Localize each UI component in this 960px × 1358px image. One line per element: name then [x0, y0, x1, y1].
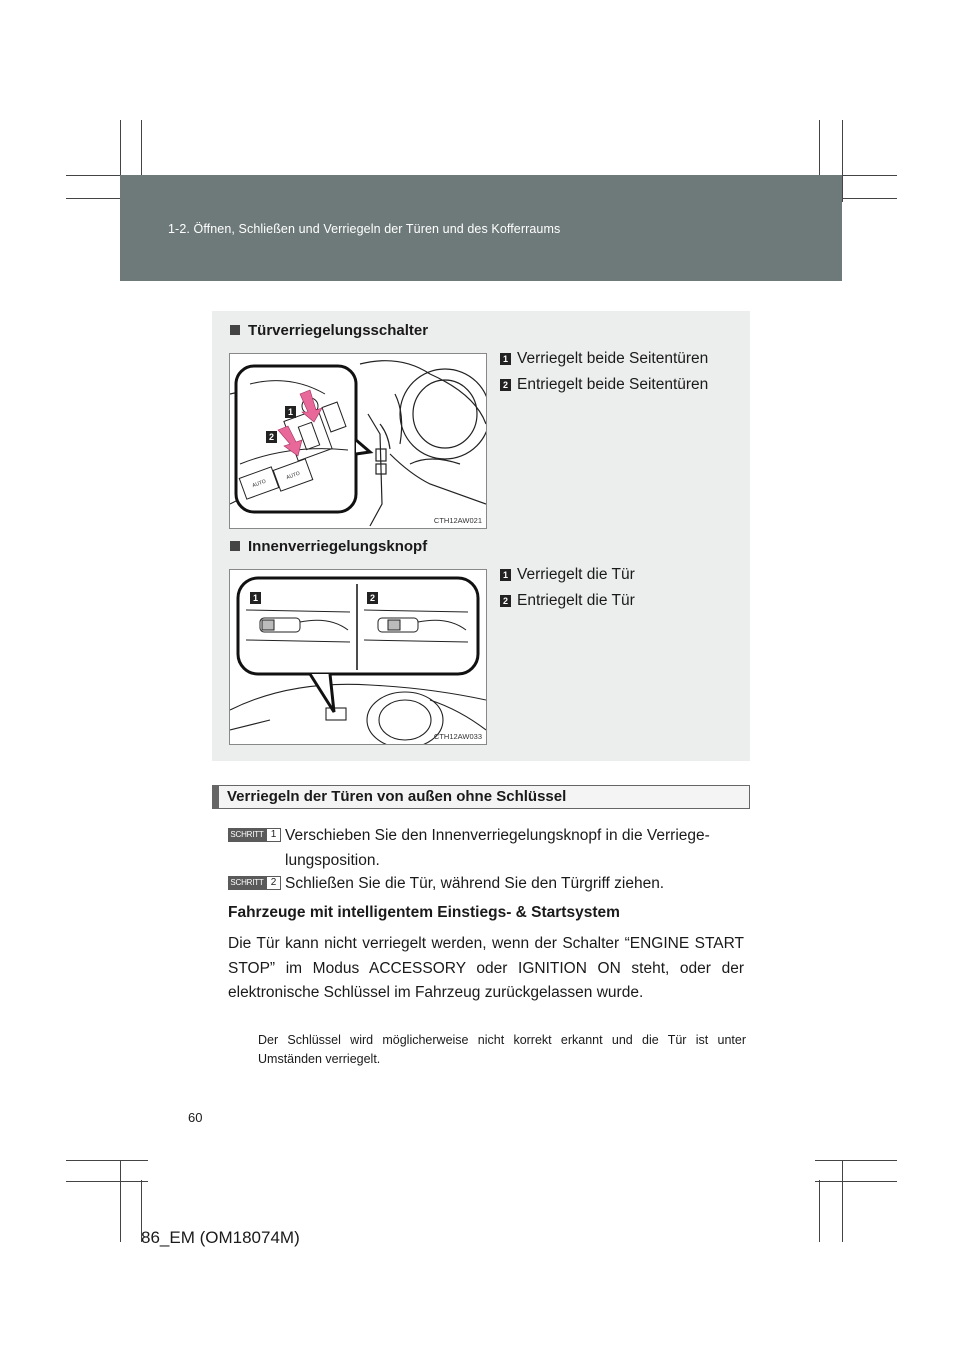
legend-item-1 — [500, 350, 708, 368]
callout-1 — [285, 403, 302, 421]
section-title: 1-2. Öffnen, Schließen und Verriegeln der Türen und des Kofferraums — [168, 222, 561, 236]
crop-mark — [819, 1180, 820, 1242]
door-lock-switch-heading — [230, 322, 428, 339]
crop-mark — [66, 1160, 148, 1161]
step-tag — [228, 828, 280, 842]
step-label: SCHRITT — [228, 828, 266, 842]
inside-lock-figure — [229, 569, 487, 745]
heading-text: Innenverriegelungsknopf — [248, 538, 428, 555]
svg-text:AUTO: AUTO — [285, 470, 301, 482]
note-paragraph: Der Schlüssel wird möglicherweise nicht korrekt erkannt und die Tür ist unter Umständen verriegelt. — [258, 1033, 746, 1066]
page-number: 60 — [188, 1110, 203, 1125]
callout-number: 2 — [266, 431, 277, 443]
callout-number: 1 — [285, 406, 296, 418]
figure-code: CTH12AW033 — [433, 732, 482, 741]
step-text: Schließen Sie die Tür, während Sie den Türgriff ziehen. — [285, 875, 665, 892]
crop-mark — [120, 1160, 121, 1242]
callout-2 — [266, 428, 283, 446]
document-code: 86_EM (OM18074M) — [141, 1228, 300, 1247]
section-heading — [212, 785, 750, 809]
figure-code: CTH12AW021 — [433, 516, 482, 525]
legend-number: 1 — [500, 569, 511, 581]
body-paragraph: Die Tür kann nicht verriegelt werden, wenn der Schalter “ENGINE START STOP” im Modus ACCESSORY oder IGNITION ON steht, oder der elektronische Schlüssel im Fahrzeug zurückgelassen wurde. — [228, 935, 744, 1001]
step-1 — [228, 823, 748, 873]
legend-text: Verriegelt beide Seitentüren — [517, 350, 709, 367]
section-heading-text: Verriegeln der Türen von außen ohne Schlüssel — [227, 788, 567, 805]
legend-item-2 — [500, 592, 635, 610]
legend-text: Entriegelt beide Seitentüren — [517, 376, 709, 393]
square-bullet-icon — [230, 541, 240, 551]
crop-mark — [842, 120, 843, 202]
crop-mark — [815, 1181, 897, 1182]
callout-2 — [367, 589, 384, 607]
legend-number: 2 — [500, 379, 511, 391]
legend-item-2 — [500, 376, 708, 394]
callout-number: 2 — [367, 592, 378, 604]
heading-bar — [213, 786, 219, 808]
step-tag — [228, 876, 280, 890]
crop-mark — [842, 1160, 843, 1242]
legend-text: Entriegelt die Tür — [517, 592, 635, 609]
step-text: Verschieben Sie den Innenverriegelungsknopf in die Verriege-lungsposition. — [285, 827, 710, 869]
heading-text: Türverriegelungsschalter — [248, 322, 429, 339]
step-number: 2 — [266, 876, 281, 890]
vehicle-subheading: Fahrzeuge mit intelligentem Einstiegs- & Startsystem — [228, 904, 620, 921]
crop-mark — [815, 1160, 897, 1161]
legend-item-1 — [500, 566, 635, 584]
crop-mark — [66, 1181, 148, 1182]
door-handle-illustration — [230, 570, 486, 744]
legend-number: 1 — [500, 353, 511, 365]
step-label: SCHRITT — [228, 876, 266, 890]
step-number: 1 — [266, 828, 281, 842]
step-2 — [228, 871, 748, 896]
door-lock-switch-figure — [229, 353, 487, 529]
legend-text: Verriegelt die Tür — [517, 566, 635, 583]
callout-number: 1 — [250, 592, 261, 604]
legend-number: 2 — [500, 595, 511, 607]
callout-1 — [250, 589, 267, 607]
inside-lock-heading — [230, 538, 427, 555]
square-bullet-icon — [230, 325, 240, 335]
svg-text:AUTO: AUTO — [251, 478, 267, 490]
